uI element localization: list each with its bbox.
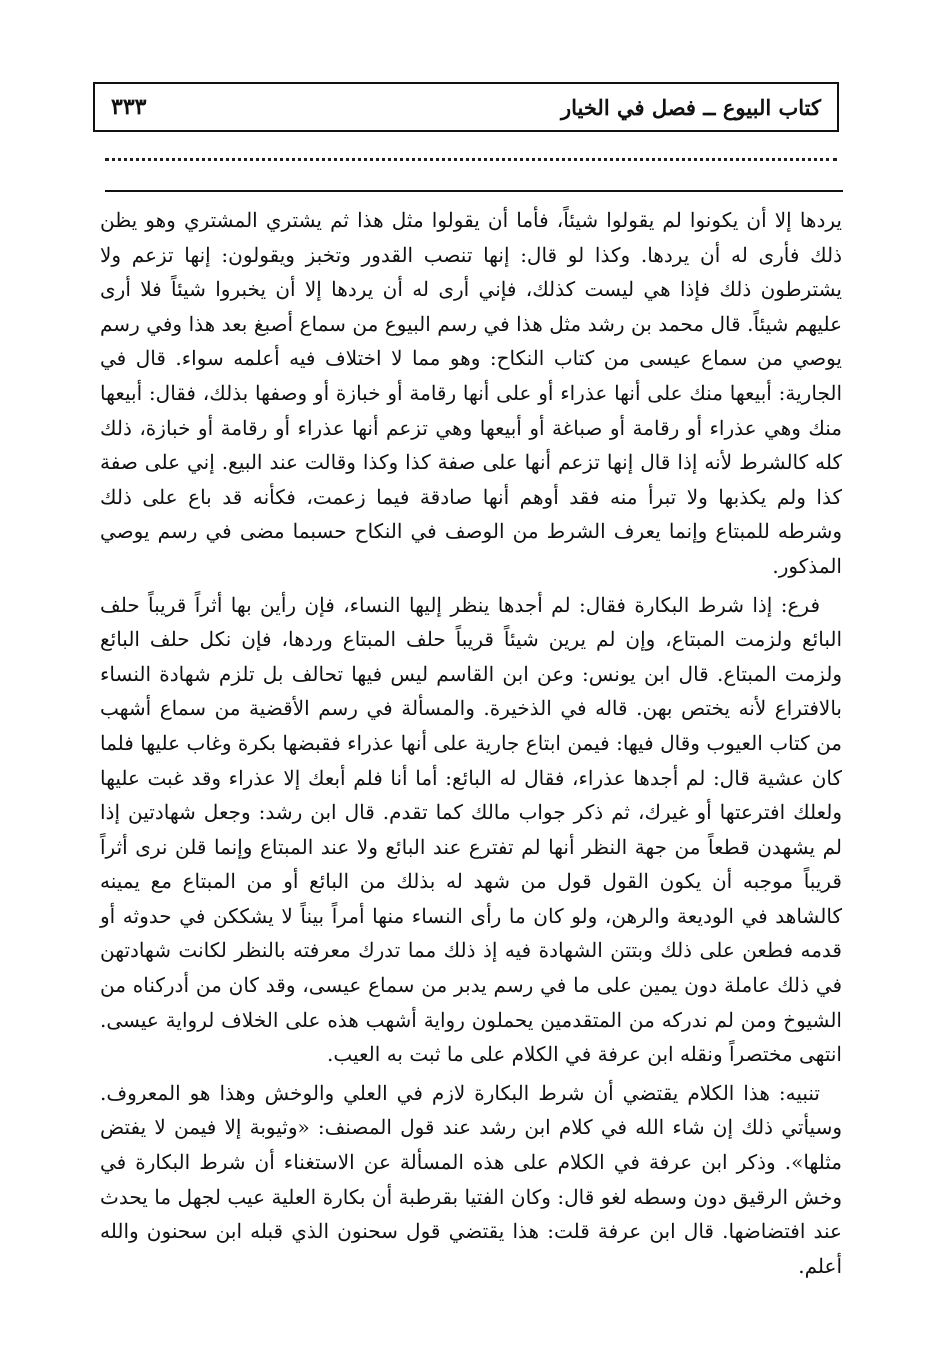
paragraph-far: فرع: إذا شرط البكارة فقال: لم أجدها ينظر إليها النساء، فإن رأين بها أثراً قريباً حلف البائع ولزمت المبتاع، وإن لم يرين شيئاً قريباً حلف المبتاع وردها، فإن نكل حلف البائع ولزمت المبتاع. قال ابن يونس: وعن ابن القاسم ليس فيها تحالف بل تلزم شهادة النساء بالافتراع لأنه يختص بهن. قاله في الذخيرة. والمسألة في رسم الأقضية من سماع أشهب من كتاب العيوب وقال فيها: فيمن ابتاع جارية على أنها عذراء فقبضها بكرة وغاب عليها فلما كان عشية قال: لم أجدها عذراء، فقال له البائع: أما أنا فلم أبعك إلا عذراء وقد غبت عليها ولعلك افترعتها أو غيرك، ثم ذكر جواب مالك كما تقدم. قال ابن رشد: وجعل شهادتين إذا لم يشهدن قطعاً من جهة النظر أنها لم تفترع عند البائع ولا عند المبتاع وإنما قلن نرى أثراً قريباً موجبه أن يكون القول قول من شهد له بذلك من البائع أو من المبتاع مع يمينه كالشاهد في الوديعة والرهن، ولو كان ما رأى النساء منها أمراً بيناً لا يشككن في حدوثه أو قدمه فطعن على ذلك وبتتن الشهادة فيه إذ ذلك مما تدرك معرفته بالنظر لكانت شهادتهن في ذلك عاملة دون يمين على ما في رسم يدبر من سماع عيسى، وقد كان من أدركناه من الشيوخ ومن لم ندركه من المتقدمين يحملون رواية أشهب هذه على الخلاف لرواية عيسى. انتهى مختصراً ونقله ابن عرفة في الكلام على ما ثبت به العيب. — [100, 592, 842, 1067]
text-rule — [105, 190, 843, 192]
page-body — [100, 203, 842, 1283]
running-header — [93, 82, 839, 132]
dotted-separator — [105, 158, 837, 161]
paragraph-tanbih: تنبيه: هذا الكلام يقتضي أن شرط البكارة لازم في العلي والوخش وهذا هو المعروف. وسيأتي ذلك إن شاء الله في كلام ابن رشد عند قول المصنف: «وثيوبة إلا فيمن لا يفتض مثلها». وذكر ابن عرفة في الكلام على هذه المسألة عن الاستغناء أن شرط البكارة في وخش الرقيق دون وسطه لغو قال: وكان الفتيا بقرطبة أن بكارة العلية عيب لجهل ما يحدث عند افتضاضها. قال ابن عرفة قلت: هذا يقتضي قول سحنون الذي قبله ابن سحنون والله أعلم. — [100, 1080, 842, 1278]
paragraph-continued: يردها إلا أن يكونوا لم يقولوا شيئاً، فأما أن يقولوا مثل هذا ثم يشتري المشتري وهو يظن ذلك فأرى له أن يردها. وكذا لو قال: إنها تنصب القدور وتخبز ويقولون: إنها تزعم ولا يشترطون ذلك فإذا هي ليست كذلك، فإني أرى له أن يردها إلا أن يخبروا شيئاً فلا أرى عليهم شيئاً. قال محمد بن رشد مثل هذا في رسم البيوع من سماع أصبغ بعد هذا وفي رسم يوصي من سماع عيسى من كتاب النكاح: وهو مما لا اختلاف فيه أعلمه سواء. قال في الجارية: أبيعها منك على أنها عذراء أو على أنها رقامة أو خبازة أو وصفها بذلك، فقال: أبيعها منك وهي عذراء أو رقامة أو صباغة أو أبيعها وهي تزعم أنها عذراء أو رقامة أو خبازة، ذلك كله كالشرط لأنه إذا قال إنها تزعم أنها على صفة كذا وكذا وقالت عند البيع. إني على صفة كذا ولم يكذبها ولا تبرأ منه فقد أوهم أنها صادقة فيما زعمت، فكأنه قد باع على ذلك وشرطه للمبتاع وإنما يعرف الشرط من الوصف في النكاح حسبما مضى في رسم يوصي المذكور. — [100, 208, 843, 578]
page-number: ٣٣٣ — [111, 94, 147, 120]
running-title: كتاب البيوع ــ فصل في الخيار — [560, 94, 821, 120]
